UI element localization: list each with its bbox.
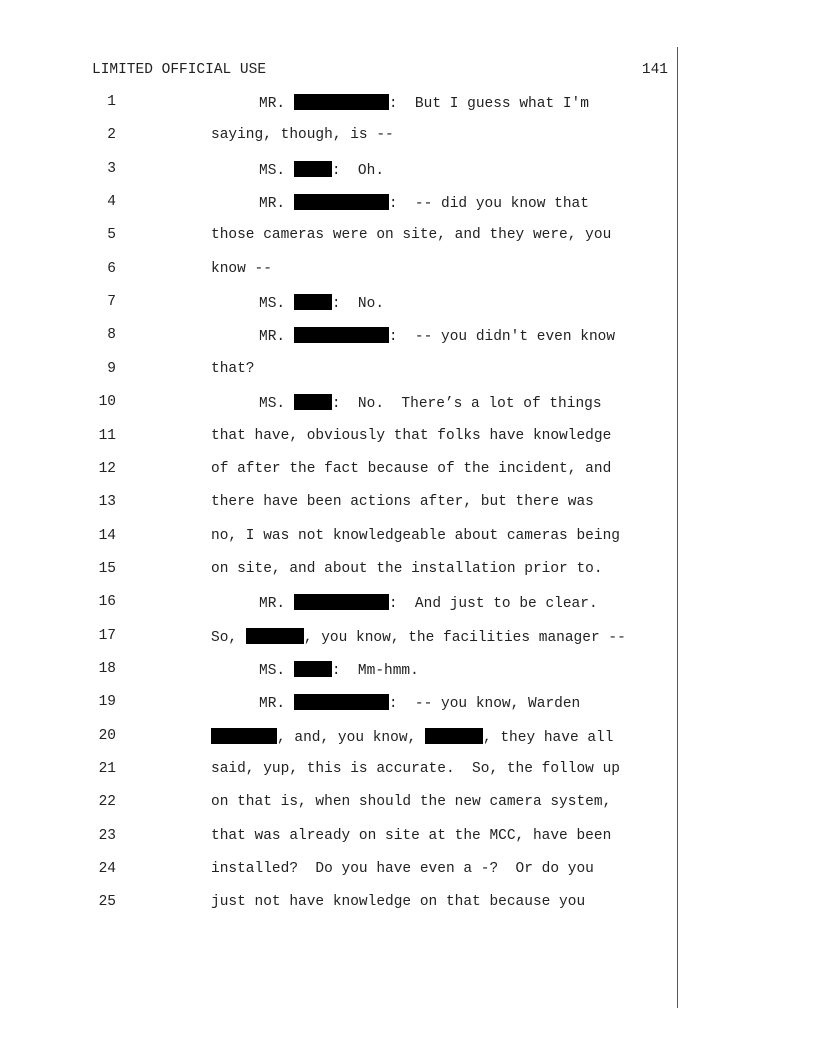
line-segment: MR. — [259, 96, 294, 112]
line-segment: , they have all — [482, 729, 614, 746]
line-segment: MS. — [259, 396, 294, 413]
line-text — [259, 94, 589, 112]
line-text — [211, 628, 626, 646]
line-number: 12 — [98, 460, 116, 477]
line-segment: installed? Do you have even a -? Or do you — [211, 861, 594, 878]
transcript-line — [0, 761, 680, 781]
line-text — [211, 561, 603, 577]
line-text — [211, 528, 620, 544]
transcript-line — [0, 594, 680, 614]
line-number: 25 — [98, 894, 116, 911]
line-number: 14 — [98, 527, 116, 544]
line-segment: : -- you know, Warden — [388, 696, 581, 713]
line-text — [259, 394, 602, 412]
line-segment: on site, and about the installation prior to. — [211, 560, 603, 577]
transcript-line — [0, 161, 680, 181]
line-number: 11 — [98, 427, 116, 444]
redaction-bar — [294, 394, 332, 410]
line-number: 21 — [98, 761, 116, 777]
line-text — [211, 728, 613, 746]
line-text — [259, 161, 384, 179]
line-number: 17 — [98, 627, 116, 644]
line-text — [211, 461, 611, 477]
line-text — [259, 294, 384, 312]
line-text — [211, 761, 620, 777]
redaction-bar — [294, 161, 332, 177]
line-text — [211, 794, 611, 810]
line-segment: MS. — [259, 162, 294, 179]
line-text — [211, 361, 255, 377]
line-number: 23 — [98, 827, 116, 844]
line-segment: of after the fact because of the incident, and — [211, 460, 612, 477]
line-text — [211, 227, 611, 243]
line-segment: : But I guess what I'm — [388, 96, 589, 112]
line-text — [211, 894, 585, 910]
transcript-line — [0, 428, 680, 448]
transcript-line — [0, 194, 680, 214]
line-text — [259, 327, 615, 345]
line-number: 7 — [107, 294, 116, 311]
transcript-line — [0, 294, 680, 314]
transcript-line — [0, 327, 680, 347]
line-number: 18 — [98, 660, 116, 677]
line-number: 4 — [107, 194, 116, 211]
line-segment: : Mm-hmm. — [331, 662, 419, 679]
classification-header: LIMITED OFFICIAL USE — [92, 62, 267, 78]
line-number: 15 — [98, 560, 116, 577]
line-segment: , and, you know, — [277, 729, 425, 746]
line-segment: MR. — [259, 696, 294, 713]
line-segment: , you know, the facilities manager -- — [303, 629, 626, 646]
line-segment: that? — [211, 360, 255, 377]
redaction-bar — [246, 628, 304, 644]
line-text — [211, 261, 272, 277]
line-segment: saying, though, is -- — [211, 127, 394, 144]
line-number: 5 — [107, 227, 116, 244]
line-segment: said, yup, this is accurate. So, the follow up — [211, 761, 620, 777]
redaction-bar — [294, 661, 332, 677]
line-number: 9 — [107, 360, 116, 377]
line-text — [211, 828, 611, 844]
line-text — [259, 194, 589, 212]
line-segment: : And just to be clear. — [388, 596, 598, 613]
line-segment: : Oh. — [331, 162, 385, 179]
line-number: 2 — [107, 127, 116, 144]
line-number: 13 — [98, 494, 116, 511]
line-text — [259, 661, 419, 679]
page-number: 141 — [641, 62, 668, 78]
line-text — [211, 428, 611, 444]
transcript-line — [0, 661, 680, 681]
line-segment: MR. — [259, 596, 294, 613]
line-text — [259, 694, 580, 712]
transcript-line — [0, 861, 680, 881]
redaction-bar — [211, 728, 277, 744]
line-segment: no, I was not knowledgeable about cameras being — [211, 527, 620, 544]
line-segment: MR. — [259, 329, 294, 346]
transcript-line — [0, 894, 680, 914]
line-number: 1 — [107, 94, 116, 110]
line-segment: So, — [211, 629, 246, 646]
line-text — [211, 861, 594, 877]
transcript-line — [0, 394, 680, 414]
transcript-line — [0, 361, 680, 381]
line-segment: MS. — [259, 296, 294, 313]
line-segment: that have, obviously that folks have knowledge — [211, 427, 612, 444]
line-segment: MR. — [259, 196, 294, 213]
line-number: 20 — [98, 727, 116, 744]
line-text — [211, 127, 394, 143]
redaction-bar — [294, 327, 389, 343]
line-number: 3 — [107, 160, 116, 177]
line-segment: on that is, when should the new camera system, — [211, 794, 612, 811]
transcript-line — [0, 828, 680, 848]
line-text — [211, 494, 594, 510]
transcript-line — [0, 227, 680, 247]
line-segment: there have been actions after, but there was — [211, 494, 594, 511]
transcript-line — [0, 628, 680, 648]
transcript-line — [0, 127, 680, 147]
line-number: 10 — [98, 394, 116, 411]
transcript-line — [0, 261, 680, 281]
line-segment: those cameras were on site, and they were, you — [211, 227, 612, 244]
redaction-bar — [294, 194, 389, 210]
transcript-line — [0, 528, 680, 548]
redaction-bar — [294, 694, 389, 710]
transcript-line — [0, 494, 680, 514]
line-number: 6 — [107, 260, 116, 277]
line-number: 16 — [98, 594, 116, 611]
line-text — [259, 594, 598, 612]
transcript-line — [0, 94, 680, 114]
line-number: 22 — [98, 794, 116, 811]
line-segment: : -- did you know that — [388, 196, 589, 213]
transcript-line — [0, 694, 680, 714]
line-number: 19 — [98, 694, 116, 711]
line-segment: MS. — [259, 662, 294, 679]
line-segment: just not have knowledge on that because you — [211, 894, 586, 911]
line-segment: : -- you didn't even know — [388, 329, 616, 346]
transcript-line — [0, 794, 680, 814]
line-segment: know -- — [211, 260, 272, 277]
transcript-line — [0, 561, 680, 581]
line-segment: that was already on site at the MCC, have been — [211, 827, 612, 844]
line-number: 24 — [98, 861, 116, 878]
redaction-bar — [294, 594, 389, 610]
redaction-bar — [294, 294, 332, 310]
line-segment: : No. — [331, 296, 385, 313]
transcript-line — [0, 461, 680, 481]
line-number: 8 — [107, 327, 116, 344]
redaction-bar — [294, 94, 389, 110]
transcript-line — [0, 728, 680, 748]
line-segment: : No. There’s a lot of things — [331, 396, 602, 413]
redaction-bar — [425, 728, 483, 744]
